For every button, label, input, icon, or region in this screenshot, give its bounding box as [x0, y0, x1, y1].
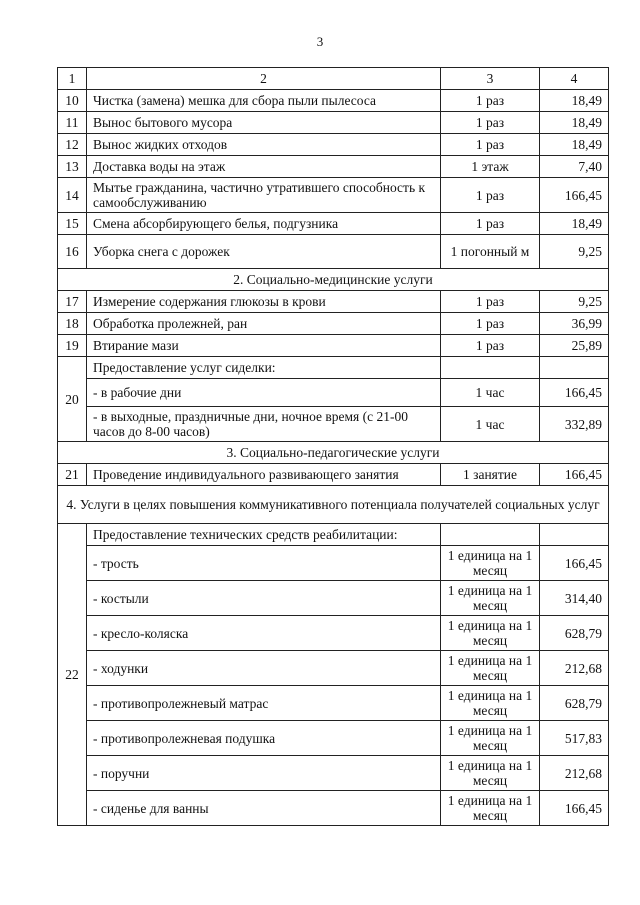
unit-cell: 1 единица на 1 месяц — [441, 651, 540, 686]
row-number: 20 — [58, 357, 87, 442]
unit-cell: 1 раз — [441, 213, 540, 235]
row-number: 22 — [58, 524, 87, 826]
sub-service-name: - трость — [87, 546, 441, 581]
price-cell: 25,89 — [540, 335, 609, 357]
section-row — [58, 442, 609, 464]
section-row — [58, 486, 609, 524]
table-body — [58, 68, 609, 826]
table-row — [58, 90, 609, 112]
unit-cell: 1 единица на 1 месяц — [441, 616, 540, 651]
row-number: 18 — [58, 313, 87, 335]
section-row — [58, 269, 609, 291]
service-name: Вынос жидких отходов — [87, 134, 441, 156]
row-number: 16 — [58, 235, 87, 269]
unit-cell: 1 раз — [441, 335, 540, 357]
price-cell — [540, 524, 609, 546]
sub-service-name: - сиденье для ванны — [87, 791, 441, 826]
table-row — [58, 464, 609, 486]
table-row — [58, 756, 609, 791]
price-cell: 18,49 — [540, 112, 609, 134]
price-cell: 332,89 — [540, 407, 609, 442]
header-cell-4: 4 — [540, 68, 609, 90]
price-cell: 166,45 — [540, 464, 609, 486]
row-number: 12 — [58, 134, 87, 156]
row-number: 21 — [58, 464, 87, 486]
unit-cell: 1 час — [441, 407, 540, 442]
table-row — [58, 112, 609, 134]
table-row — [58, 546, 609, 581]
group-title-row — [58, 357, 609, 379]
header-row — [58, 68, 609, 90]
unit-cell: 1 час — [441, 379, 540, 407]
price-cell: 166,45 — [540, 379, 609, 407]
service-name: Доставка воды на этаж — [87, 156, 441, 178]
sub-service-name: - противопролежневая подушка — [87, 721, 441, 756]
table-row — [58, 721, 609, 756]
row-number: 10 — [58, 90, 87, 112]
row-number: 14 — [58, 178, 87, 213]
table-row — [58, 291, 609, 313]
tariff-table — [57, 67, 609, 826]
service-name: Обработка пролежней, ран — [87, 313, 441, 335]
unit-cell: 1 занятие — [441, 464, 540, 486]
unit-cell: 1 единица на 1 месяц — [441, 791, 540, 826]
price-cell: 166,45 — [540, 546, 609, 581]
service-name: Мытье гражданина, частично утратившего способность к самообслуживанию — [87, 178, 441, 213]
unit-cell: 1 единица на 1 месяц — [441, 756, 540, 791]
page-number: 3 — [316, 34, 324, 49]
unit-cell: 1 раз — [441, 313, 540, 335]
table-row — [58, 313, 609, 335]
table-row — [58, 213, 609, 235]
header-cell-2: 2 — [87, 68, 441, 90]
price-cell: 18,49 — [540, 90, 609, 112]
table-row — [58, 178, 609, 213]
service-name: Проведение индивидуального развивающего занятия — [87, 464, 441, 486]
table-row — [58, 235, 609, 269]
price-cell: 166,45 — [540, 178, 609, 213]
section-title: 3. Социально-педагогические услуги — [58, 442, 609, 464]
price-cell — [540, 357, 609, 379]
service-name: Смена абсорбирующего белья, подгузника — [87, 213, 441, 235]
unit-cell: 1 единица на 1 месяц — [441, 581, 540, 616]
price-cell: 36,99 — [540, 313, 609, 335]
price-cell: 628,79 — [540, 616, 609, 651]
unit-cell: 1 раз — [441, 134, 540, 156]
price-cell: 517,83 — [540, 721, 609, 756]
service-name: Чистка (замена) мешка для сбора пыли пылесоса — [87, 90, 441, 112]
table-row — [58, 686, 609, 721]
table-row — [58, 651, 609, 686]
unit-cell: 1 раз — [441, 90, 540, 112]
unit-cell — [441, 357, 540, 379]
price-cell: 212,68 — [540, 651, 609, 686]
unit-cell: 1 этаж — [441, 156, 540, 178]
price-cell: 18,49 — [540, 213, 609, 235]
group-title-row — [58, 524, 609, 546]
unit-cell: 1 погонный м — [441, 235, 540, 269]
unit-cell: 1 раз — [441, 112, 540, 134]
price-cell: 7,40 — [540, 156, 609, 178]
unit-cell: 1 раз — [441, 291, 540, 313]
section-title: 2. Социально-медицинские услуги — [58, 269, 609, 291]
row-number: 15 — [58, 213, 87, 235]
group-title: Предоставление технических средств реабилитации: — [87, 524, 441, 546]
table-row — [58, 134, 609, 156]
group-title: Предоставление услуг сиделки: — [87, 357, 441, 379]
price-cell: 628,79 — [540, 686, 609, 721]
price-cell: 212,68 — [540, 756, 609, 791]
sub-service-name: - костыли — [87, 581, 441, 616]
price-cell: 9,25 — [540, 235, 609, 269]
service-name: Измерение содержания глюкозы в крови — [87, 291, 441, 313]
sub-service-name: - кресло-коляска — [87, 616, 441, 651]
row-number: 13 — [58, 156, 87, 178]
unit-cell: 1 единица на 1 месяц — [441, 686, 540, 721]
table-row — [58, 379, 609, 407]
sub-service-name: - в рабочие дни — [87, 379, 441, 407]
unit-cell: 1 единица на 1 месяц — [441, 546, 540, 581]
table-row — [58, 791, 609, 826]
row-number: 17 — [58, 291, 87, 313]
section-title: 4. Услуги в целях повышения коммуникативного потенциала получателей социальных услуг — [58, 486, 609, 524]
sub-service-name: - поручни — [87, 756, 441, 791]
header-cell-3: 3 — [441, 68, 540, 90]
price-cell: 166,45 — [540, 791, 609, 826]
unit-cell — [441, 524, 540, 546]
table-row — [58, 407, 609, 442]
table-row — [58, 156, 609, 178]
service-name: Вынос бытового мусора — [87, 112, 441, 134]
sub-service-name: - ходунки — [87, 651, 441, 686]
service-name: Втирание мази — [87, 335, 441, 357]
service-name: Уборка снега с дорожек — [87, 235, 441, 269]
table-row — [58, 581, 609, 616]
sub-service-name: - в выходные, праздничные дни, ночное время (с 21-00 часов до 8-00 часов) — [87, 407, 441, 442]
unit-cell: 1 единица на 1 месяц — [441, 721, 540, 756]
header-cell-1: 1 — [58, 68, 87, 90]
table-row — [58, 616, 609, 651]
price-cell: 314,40 — [540, 581, 609, 616]
unit-cell: 1 раз — [441, 178, 540, 213]
sub-service-name: - противопролежневый матрас — [87, 686, 441, 721]
price-cell: 9,25 — [540, 291, 609, 313]
row-number: 19 — [58, 335, 87, 357]
row-number: 11 — [58, 112, 87, 134]
price-cell: 18,49 — [540, 134, 609, 156]
table-row — [58, 335, 609, 357]
